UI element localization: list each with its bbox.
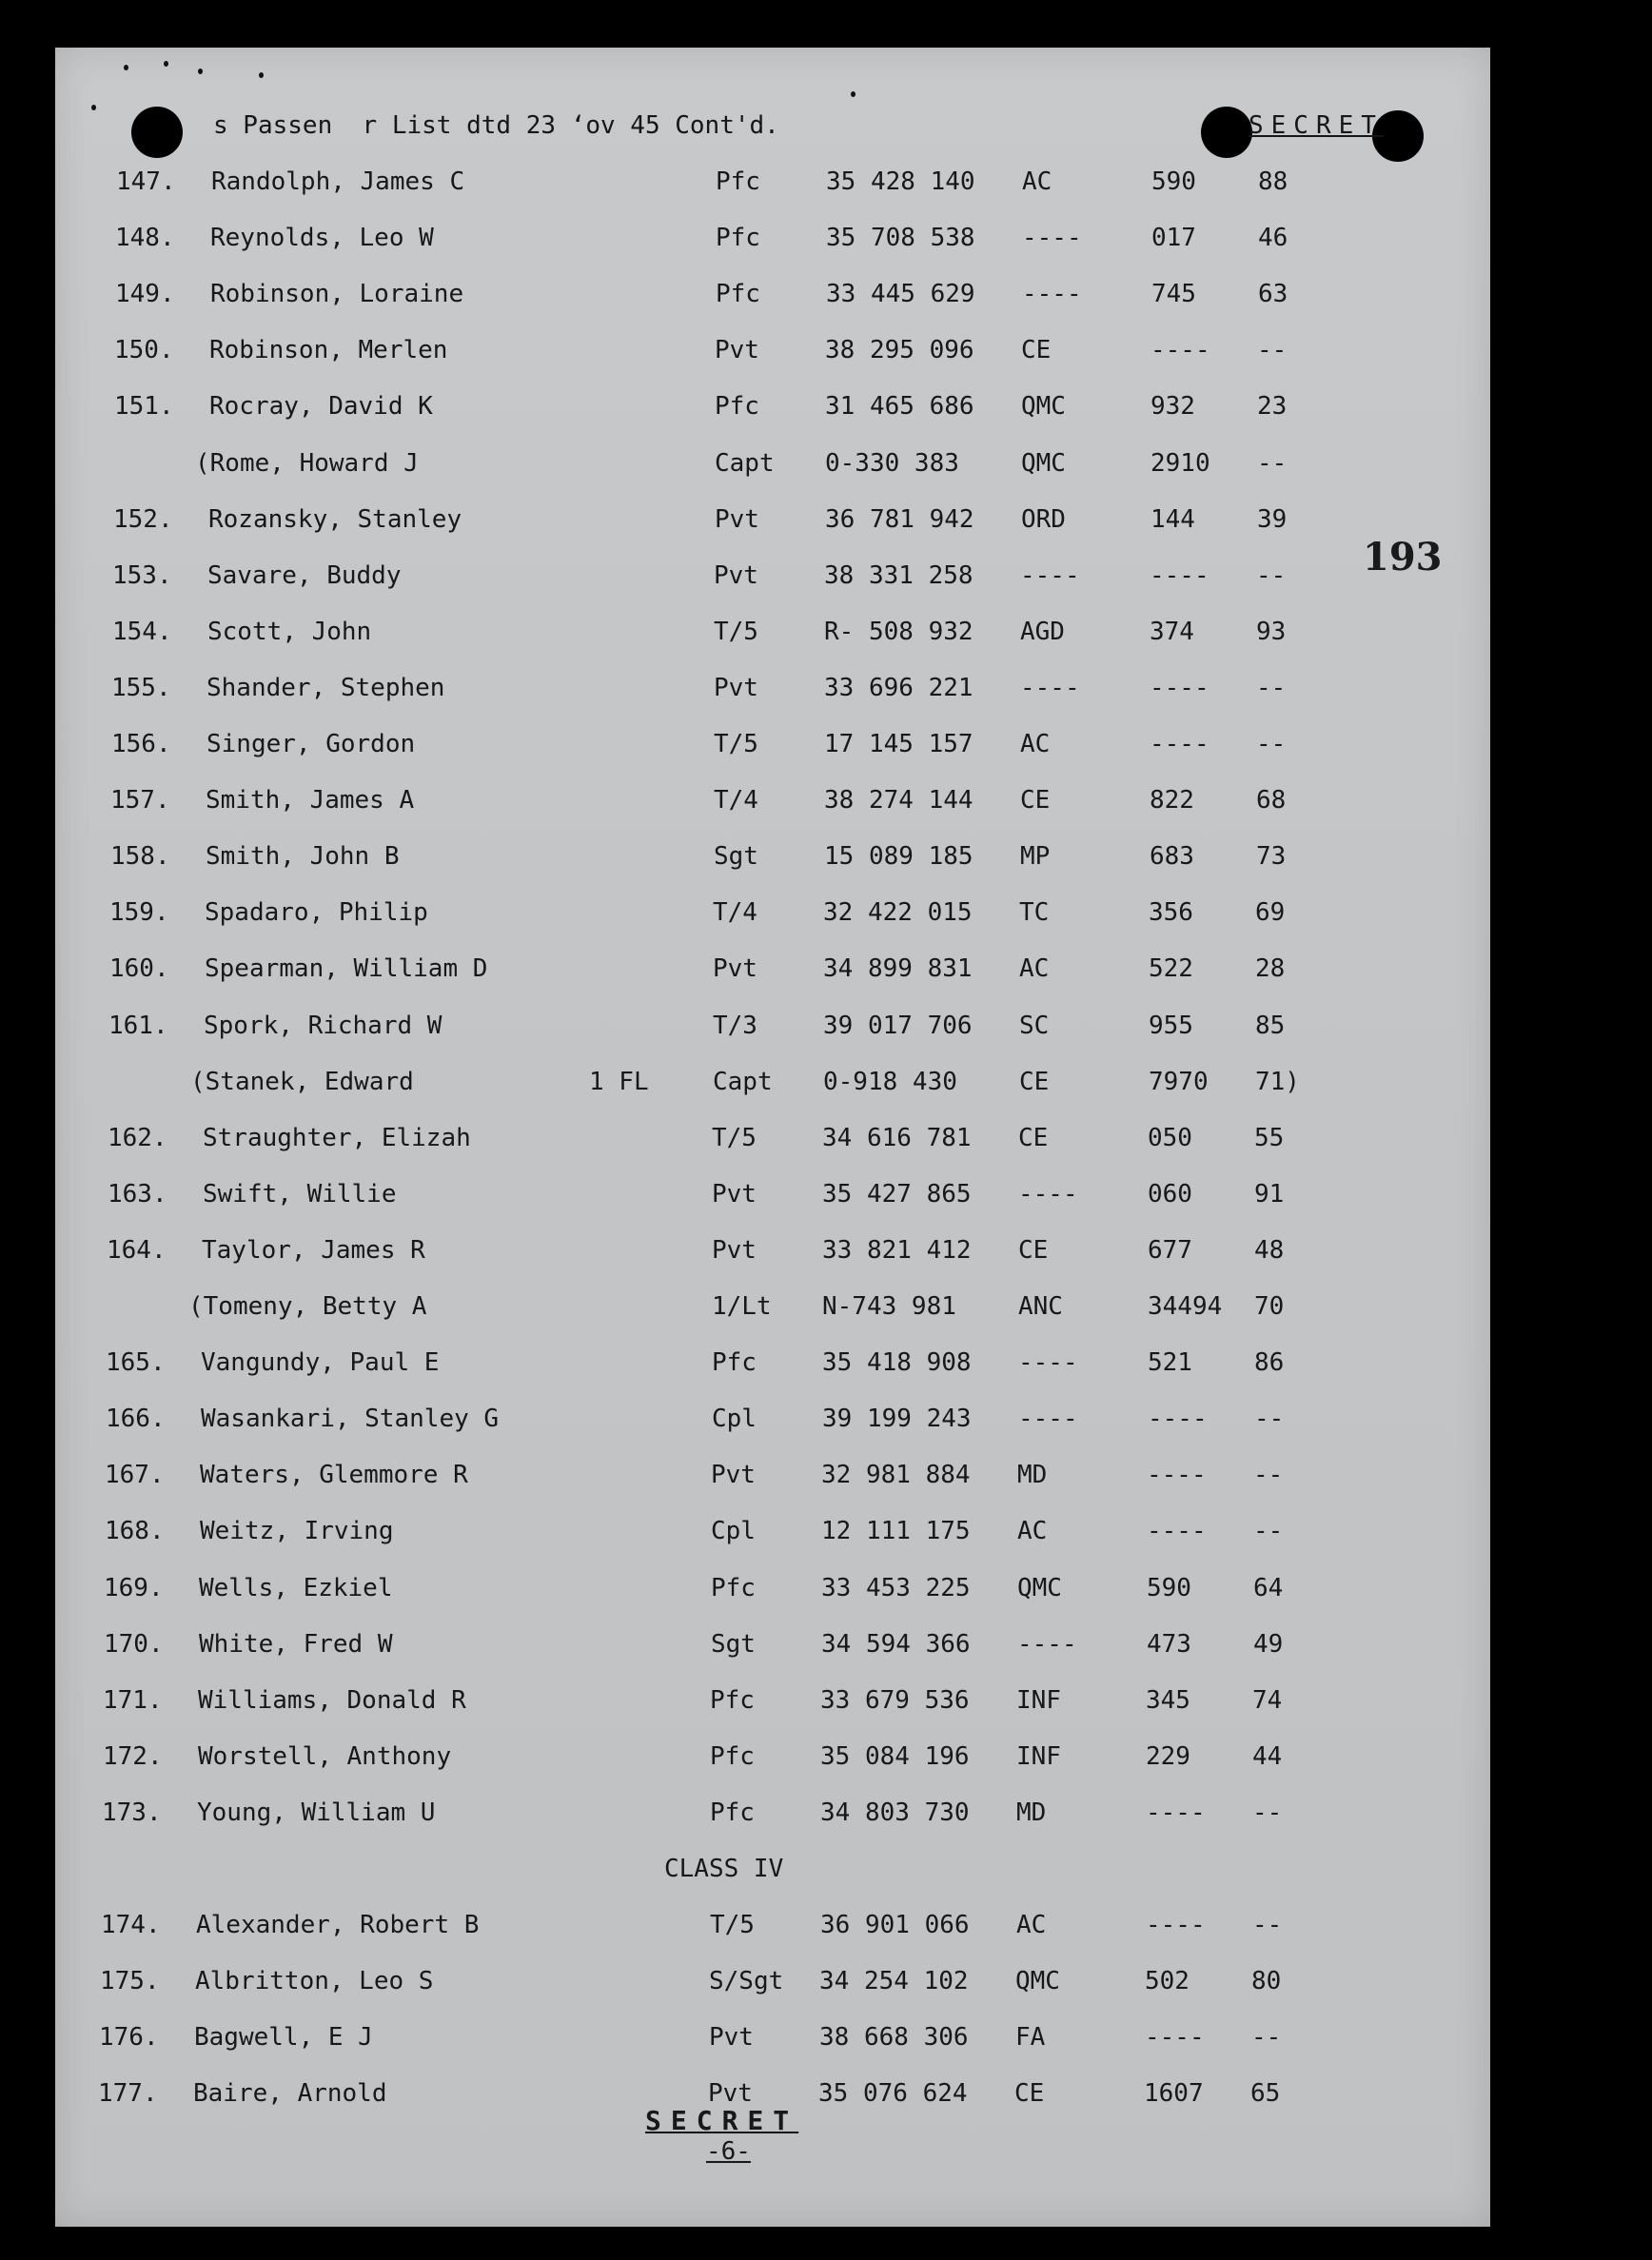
cell-serial: 33 679 536 xyxy=(820,1686,970,1715)
cell-rank: Pvt xyxy=(713,954,757,983)
cell-c1: 7970 xyxy=(1149,1068,1209,1096)
cell-branch: ---- xyxy=(1022,224,1082,252)
cell-branch: SC xyxy=(1019,1012,1050,1040)
cell-branch: ---- xyxy=(1018,1405,1078,1433)
cell-serial: 17 145 157 xyxy=(824,730,974,758)
cell-serial: 34 616 781 xyxy=(822,1124,972,1152)
cell-c2: 55 xyxy=(1254,1124,1285,1152)
table-row xyxy=(0,1911,1652,1949)
cell-name: Randolph, James C xyxy=(211,167,465,196)
cell-num: 162. xyxy=(108,1124,167,1152)
cell-rank: Pfc xyxy=(711,1574,756,1602)
cell-name: Smith, John B xyxy=(206,842,400,871)
cell-rank: 1/Lt xyxy=(712,1292,772,1321)
cell-branch: FA xyxy=(1015,2023,1046,2052)
cell-name: Spearman, William D xyxy=(205,954,488,983)
cell-c1: 522 xyxy=(1149,954,1193,983)
cell-c2: 80 xyxy=(1251,1967,1282,1995)
table-row xyxy=(0,1405,1652,1443)
cell-branch: ORD xyxy=(1021,505,1066,534)
cell-num: 175. xyxy=(100,1967,160,1995)
cell-c1: 590 xyxy=(1147,1574,1191,1602)
cell-rank: Pvt xyxy=(714,561,758,590)
cell-branch: ---- xyxy=(1018,1180,1078,1209)
cell-c2: 65 xyxy=(1250,2079,1281,2108)
cell-c2: 46 xyxy=(1258,224,1288,252)
cell-num: 157. xyxy=(110,786,170,815)
table-row xyxy=(0,730,1652,768)
cell-rank: T/3 xyxy=(713,1012,757,1040)
cell-c1: 050 xyxy=(1148,1124,1192,1152)
cell-c1: ---- xyxy=(1150,730,1210,758)
cell-name: Alexander, Robert B xyxy=(196,1911,480,1939)
cell-serial: 15 089 185 xyxy=(824,842,974,871)
cell-branch: ---- xyxy=(1018,1348,1078,1377)
cell-branch: QMC xyxy=(1015,1967,1060,1995)
table-row xyxy=(0,1967,1652,2005)
cell-c1: ---- xyxy=(1147,1517,1207,1545)
cell-c1: 229 xyxy=(1146,1742,1190,1771)
cell-name: Rozansky, Stanley xyxy=(208,505,462,534)
cell-c2: 73 xyxy=(1256,842,1287,871)
table-row xyxy=(0,898,1652,936)
cell-c2: 64 xyxy=(1253,1574,1284,1602)
cell-branch: CE xyxy=(1018,1236,1049,1265)
cell-name: Robinson, Loraine xyxy=(210,280,464,308)
cell-serial: 38 668 306 xyxy=(819,2023,969,2052)
cell-branch: QMC xyxy=(1021,449,1066,478)
cell-serial: 33 696 221 xyxy=(824,674,974,702)
cell-rank: Pvt xyxy=(715,505,759,534)
table-row xyxy=(0,1630,1652,1668)
cell-c1: 677 xyxy=(1148,1236,1192,1265)
cell-rank: Pfc xyxy=(712,1348,757,1377)
cell-c1: 144 xyxy=(1150,505,1195,534)
cell-branch: QMC xyxy=(1021,392,1066,421)
cell-c1: ---- xyxy=(1150,336,1210,364)
cell-c2: 28 xyxy=(1255,954,1286,983)
cell-serial: 33 821 412 xyxy=(822,1236,972,1265)
cell-serial: 35 418 908 xyxy=(822,1348,972,1377)
cell-rank: Capt xyxy=(713,1068,773,1096)
cell-name: Savare, Buddy xyxy=(207,561,402,590)
cell-rank: T/5 xyxy=(714,730,758,758)
cell-name: Shander, Stephen xyxy=(206,674,445,702)
cell-rank: Pvt xyxy=(712,1236,757,1265)
cell-name: Weitz, Irving xyxy=(200,1517,394,1545)
cell-rank: T/5 xyxy=(714,618,758,646)
page-number: -6- xyxy=(706,2137,751,2166)
cell-c2: 74 xyxy=(1252,1686,1283,1715)
cell-serial: 39 017 706 xyxy=(823,1012,973,1040)
cell-num: 172. xyxy=(103,1742,163,1771)
cell-serial: R- 508 932 xyxy=(824,618,974,646)
cell-serial: 34 803 730 xyxy=(820,1798,970,1827)
cell-c1: ---- xyxy=(1150,561,1210,590)
cell-name: (Stanek, Edward xyxy=(190,1068,414,1096)
table-row xyxy=(0,1180,1652,1218)
cell-c2: 88 xyxy=(1258,167,1288,196)
header-classification: SECRET xyxy=(1249,111,1384,140)
table-row xyxy=(0,392,1652,430)
table-row xyxy=(0,280,1652,318)
cell-branch: CE xyxy=(1019,1068,1050,1096)
cell-c2: 44 xyxy=(1252,1742,1283,1771)
cell-branch: AGD xyxy=(1020,618,1065,646)
cell-c2: -- xyxy=(1256,730,1287,758)
cell-branch: INF xyxy=(1016,1686,1061,1715)
cell-name: Spork, Richard W xyxy=(204,1012,442,1040)
table-row xyxy=(0,786,1652,824)
cell-serial: 38 295 096 xyxy=(825,336,974,364)
cell-serial: 31 465 686 xyxy=(825,392,974,421)
cell-rank: Sgt xyxy=(711,1630,756,1659)
table-row xyxy=(0,954,1652,992)
cell-branch: TC xyxy=(1019,898,1050,927)
table-row xyxy=(0,1574,1652,1612)
cell-branch: ---- xyxy=(1020,674,1080,702)
cell-rank: Capt xyxy=(715,449,775,478)
cell-serial: 33 453 225 xyxy=(821,1574,971,1602)
cell-c1: 1607 xyxy=(1144,2079,1204,2108)
table-row xyxy=(0,1236,1652,1274)
cell-branch: MD xyxy=(1017,1461,1048,1489)
cell-c2: -- xyxy=(1251,2023,1282,2052)
cell-branch: ---- xyxy=(1017,1630,1077,1659)
cell-num: 166. xyxy=(106,1405,166,1433)
cell-c1: ---- xyxy=(1145,2023,1205,2052)
cell-num: 161. xyxy=(108,1012,168,1040)
cell-rank: Pfc xyxy=(710,1686,755,1715)
table-row xyxy=(0,1686,1652,1724)
cell-name: (Tomeny, Betty A xyxy=(188,1292,427,1321)
cell-name: Robinson, Merlen xyxy=(209,336,448,364)
cell-rank: Cpl xyxy=(711,1517,756,1545)
cell-num: 163. xyxy=(108,1180,167,1209)
cell-name: Bagwell, E J xyxy=(194,2023,373,2052)
cell-c1: 590 xyxy=(1151,167,1196,196)
cell-c1: 502 xyxy=(1145,1967,1190,1995)
cell-name: Albritton, Leo S xyxy=(195,1967,434,1995)
footer-classification: SECRET xyxy=(645,2105,799,2136)
cell-c2: -- xyxy=(1254,1405,1285,1433)
cell-num: 159. xyxy=(109,898,169,927)
cell-rank: Pvt xyxy=(711,1461,756,1489)
cell-name: Vangundy, Paul E xyxy=(201,1348,440,1377)
cell-c2: 85 xyxy=(1255,1012,1286,1040)
cell-name: Wasankari, Stanley G xyxy=(201,1405,500,1433)
cell-c2: -- xyxy=(1256,561,1287,590)
cell-num: 152. xyxy=(113,505,173,534)
table-row xyxy=(0,1517,1652,1555)
cell-num: 164. xyxy=(107,1236,167,1265)
cell-c2: -- xyxy=(1256,674,1287,702)
cell-c1: ---- xyxy=(1146,1911,1206,1939)
cell-c1: 345 xyxy=(1146,1686,1190,1715)
cell-c1: 822 xyxy=(1150,786,1194,815)
cell-num: 155. xyxy=(111,674,171,702)
cell-name: Worstell, Anthony xyxy=(198,1742,452,1771)
cell-serial: 34 899 831 xyxy=(823,954,973,983)
cell-branch: CE xyxy=(1021,336,1052,364)
cell-rank: Pvt xyxy=(712,1180,757,1209)
cell-num: 176. xyxy=(99,2023,159,2052)
cell-branch: INF xyxy=(1016,1742,1061,1771)
cell-num: 170. xyxy=(104,1630,164,1659)
cell-c2: 68 xyxy=(1256,786,1287,815)
table-row xyxy=(0,505,1652,543)
cell-branch: AC xyxy=(1016,1911,1047,1939)
cell-serial: 35 708 538 xyxy=(826,224,975,252)
cell-name: Singer, Gordon xyxy=(206,730,416,758)
table-row xyxy=(0,561,1652,599)
cell-c1: 955 xyxy=(1149,1012,1193,1040)
cell-rank: Pfc xyxy=(716,280,760,308)
cell-num: 167. xyxy=(105,1461,165,1489)
cell-c1: ---- xyxy=(1148,1405,1208,1433)
cell-num: 153. xyxy=(112,561,172,590)
cell-c1: 745 xyxy=(1151,280,1196,308)
cell-num: 160. xyxy=(109,954,169,983)
cell-c1: 2910 xyxy=(1150,449,1210,478)
cell-serial: 39 199 243 xyxy=(822,1405,972,1433)
cell-num: 156. xyxy=(111,730,171,758)
cell-num: 169. xyxy=(104,1574,164,1602)
cell-name: Rocray, David K xyxy=(209,392,433,421)
cell-branch: AC xyxy=(1017,1517,1048,1545)
cell-rank: Pvt xyxy=(709,2023,754,2052)
table-row xyxy=(0,674,1652,712)
cell-c1: 374 xyxy=(1150,618,1194,646)
cell-name: Spadaro, Philip xyxy=(205,898,428,927)
table-row xyxy=(0,842,1652,880)
cell-rank: Pfc xyxy=(710,1798,755,1827)
cell-c2: 39 xyxy=(1257,505,1288,534)
cell-branch: AC xyxy=(1022,167,1052,196)
cell-c2: -- xyxy=(1252,1911,1283,1939)
cell-c1: 683 xyxy=(1150,842,1194,871)
header-title: s Passen r List dtd 23 ʻov 45 Cont'd. xyxy=(213,111,779,140)
table-row xyxy=(0,618,1652,656)
cell-extra: 1 FL xyxy=(589,1068,649,1096)
cell-name: Wells, Ezkiel xyxy=(199,1574,393,1602)
table-row xyxy=(0,167,1652,206)
cell-c2: 23 xyxy=(1257,392,1288,421)
cell-c2: 49 xyxy=(1253,1630,1284,1659)
cell-c1: 473 xyxy=(1147,1630,1191,1659)
cell-c1: ---- xyxy=(1147,1461,1207,1489)
cell-num: 177. xyxy=(98,2079,158,2108)
cell-num: 149. xyxy=(115,280,175,308)
side-page-number: 193 xyxy=(1363,535,1443,580)
cell-rank: Pfc xyxy=(715,392,759,421)
cell-branch: ---- xyxy=(1020,561,1080,590)
cell-branch: CE xyxy=(1020,786,1051,815)
table-row xyxy=(0,1798,1652,1837)
cell-c1: 017 xyxy=(1151,224,1196,252)
cell-branch: ---- xyxy=(1022,280,1082,308)
cell-branch: AC xyxy=(1019,954,1050,983)
cell-c2: 63 xyxy=(1258,280,1288,308)
cell-serial: 35 076 624 xyxy=(818,2079,968,2108)
cell-num: 174. xyxy=(101,1911,161,1939)
table-row xyxy=(0,1742,1652,1780)
cell-c2: -- xyxy=(1257,336,1288,364)
cell-rank: Pfc xyxy=(710,1742,755,1771)
cell-c2: 86 xyxy=(1254,1348,1285,1377)
table-row xyxy=(0,2023,1652,2061)
cell-branch: QMC xyxy=(1017,1574,1062,1602)
cell-c1: 356 xyxy=(1149,898,1193,927)
cell-serial: 38 274 144 xyxy=(824,786,974,815)
cell-name: Swift, Willie xyxy=(203,1180,397,1209)
cell-name: Young, William U xyxy=(197,1798,436,1827)
cell-c2: 48 xyxy=(1254,1236,1285,1265)
cell-serial: 35 428 140 xyxy=(826,167,975,196)
cell-serial: 35 084 196 xyxy=(820,1742,970,1771)
cell-num: 154. xyxy=(112,618,172,646)
cell-c2: 70 xyxy=(1254,1292,1285,1321)
cell-rank: S/Sgt xyxy=(709,1967,784,1995)
cell-name: Straughter, Elizah xyxy=(203,1124,471,1152)
cell-serial: 38 331 258 xyxy=(824,561,974,590)
table-row xyxy=(0,336,1652,374)
cell-name: (Rome, Howard J xyxy=(195,449,419,478)
cell-rank: Pvt xyxy=(708,2079,753,2108)
table-row xyxy=(0,1461,1652,1499)
cell-serial: 32 422 015 xyxy=(823,898,973,927)
cell-c2: 71) xyxy=(1255,1068,1300,1096)
cell-serial: 33 445 629 xyxy=(826,280,975,308)
cell-c1: ---- xyxy=(1150,674,1210,702)
cell-c2: -- xyxy=(1253,1517,1284,1545)
cell-c2: -- xyxy=(1257,449,1288,478)
cell-name: Taylor, James R xyxy=(202,1236,425,1265)
cell-serial: 12 111 175 xyxy=(821,1517,971,1545)
cell-c1: ---- xyxy=(1146,1798,1206,1827)
cell-serial: 36 901 066 xyxy=(820,1911,970,1939)
cell-num: 171. xyxy=(103,1686,163,1715)
cell-name: White, Fred W xyxy=(199,1630,393,1659)
cell-num: 173. xyxy=(102,1798,162,1827)
cell-rank: Pvt xyxy=(714,674,758,702)
cell-serial: 36 781 942 xyxy=(825,505,974,534)
table-row xyxy=(0,449,1652,487)
cell-serial: 32 981 884 xyxy=(821,1461,971,1489)
cell-name: Reynolds, Leo W xyxy=(210,224,434,252)
cell-num: 165. xyxy=(106,1348,166,1377)
cell-serial: N-743 981 xyxy=(822,1292,956,1321)
cell-serial: 34 254 102 xyxy=(819,1967,969,1995)
cell-rank: Pfc xyxy=(716,224,760,252)
cell-c2: 69 xyxy=(1255,898,1286,927)
cell-branch: CE xyxy=(1014,2079,1045,2108)
cell-num: 150. xyxy=(114,336,174,364)
cell-name: Smith, James A xyxy=(206,786,415,815)
cell-num: 151. xyxy=(114,392,174,421)
cell-c2: 91 xyxy=(1254,1180,1285,1209)
cell-serial: 34 594 366 xyxy=(821,1630,971,1659)
cell-branch: MD xyxy=(1016,1798,1047,1827)
cell-c2: -- xyxy=(1253,1461,1284,1489)
table-row xyxy=(0,2079,1652,2117)
table-row xyxy=(0,224,1652,262)
table-row xyxy=(0,1348,1652,1386)
cell-rank: T/5 xyxy=(710,1911,755,1939)
class-heading: CLASS IV xyxy=(664,1855,784,1883)
cell-rank: T/4 xyxy=(713,898,757,927)
cell-rank: Sgt xyxy=(714,842,758,871)
table-row xyxy=(0,1012,1652,1050)
cell-branch: MP xyxy=(1020,842,1051,871)
cell-branch: AC xyxy=(1020,730,1051,758)
cell-c1: 521 xyxy=(1148,1348,1192,1377)
cell-serial: 0-330 383 xyxy=(825,449,959,478)
cell-num: 147. xyxy=(116,167,176,196)
cell-c1: 932 xyxy=(1150,392,1195,421)
cell-c2: 93 xyxy=(1256,618,1287,646)
cell-rank: T/4 xyxy=(714,786,758,815)
cell-num: 168. xyxy=(105,1517,165,1545)
cell-name: Scott, John xyxy=(207,618,372,646)
cell-name: Baire, Arnold xyxy=(193,2079,387,2108)
cell-serial: 35 427 865 xyxy=(822,1180,972,1209)
cell-c1: 060 xyxy=(1148,1180,1192,1209)
table-row xyxy=(0,1068,1652,1106)
cell-branch: CE xyxy=(1018,1124,1049,1152)
cell-num: 158. xyxy=(110,842,170,871)
table-row xyxy=(0,1124,1652,1162)
cell-rank: T/5 xyxy=(712,1124,757,1152)
cell-name: Waters, Glemmore R xyxy=(200,1461,468,1489)
cell-c1: 34494 xyxy=(1148,1292,1223,1321)
cell-rank: Pfc xyxy=(716,167,760,196)
cell-serial: 0-918 430 xyxy=(823,1068,957,1096)
cell-c2: -- xyxy=(1252,1798,1283,1827)
cell-rank: Cpl xyxy=(712,1405,757,1433)
cell-rank: Pvt xyxy=(715,336,759,364)
cell-num: 148. xyxy=(115,224,175,252)
cell-name: Williams, Donald R xyxy=(198,1686,466,1715)
table-row xyxy=(0,1292,1652,1330)
cell-branch: ANC xyxy=(1018,1292,1063,1321)
